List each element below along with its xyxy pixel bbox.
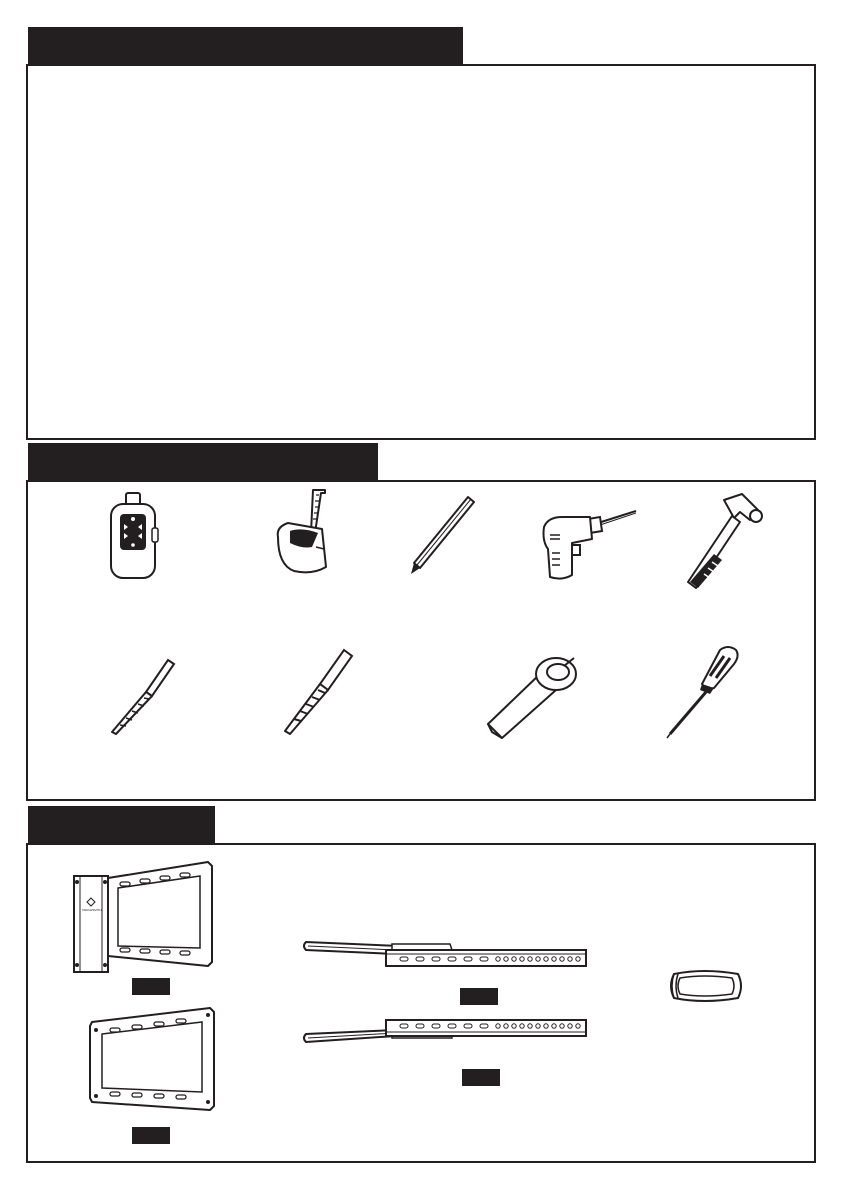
tilt-arm-right-icon bbox=[300, 1016, 590, 1050]
tape-measure-icon bbox=[272, 487, 336, 575]
large-drill-bit-icon bbox=[280, 648, 356, 738]
tilt-arm-left-label bbox=[460, 988, 498, 1005]
electric-drill-icon bbox=[538, 505, 638, 585]
socket-wrench-icon bbox=[484, 652, 584, 742]
tilt-arm-left-icon bbox=[300, 938, 590, 972]
wall-plate-label bbox=[132, 978, 170, 995]
stud-finder-icon bbox=[108, 492, 160, 580]
tv-bracket-plate-label bbox=[132, 1127, 170, 1144]
tv-bracket-plate-icon bbox=[88, 1006, 218, 1114]
spacer-cap-icon bbox=[666, 968, 746, 1006]
pencil-icon bbox=[408, 494, 478, 576]
section-1-panel bbox=[26, 64, 816, 440]
tools-header bbox=[28, 443, 378, 480]
section-1-header bbox=[28, 27, 463, 64]
wall-plate-logo: PERLESMITH bbox=[82, 908, 102, 912]
small-drill-bit-icon bbox=[108, 656, 178, 738]
hammer-icon bbox=[684, 492, 768, 592]
phillips-screwdriver-icon bbox=[664, 644, 744, 740]
parts-header bbox=[28, 806, 215, 843]
tilt-arm-right-label bbox=[462, 1069, 500, 1086]
wall-plate-icon bbox=[72, 858, 214, 974]
